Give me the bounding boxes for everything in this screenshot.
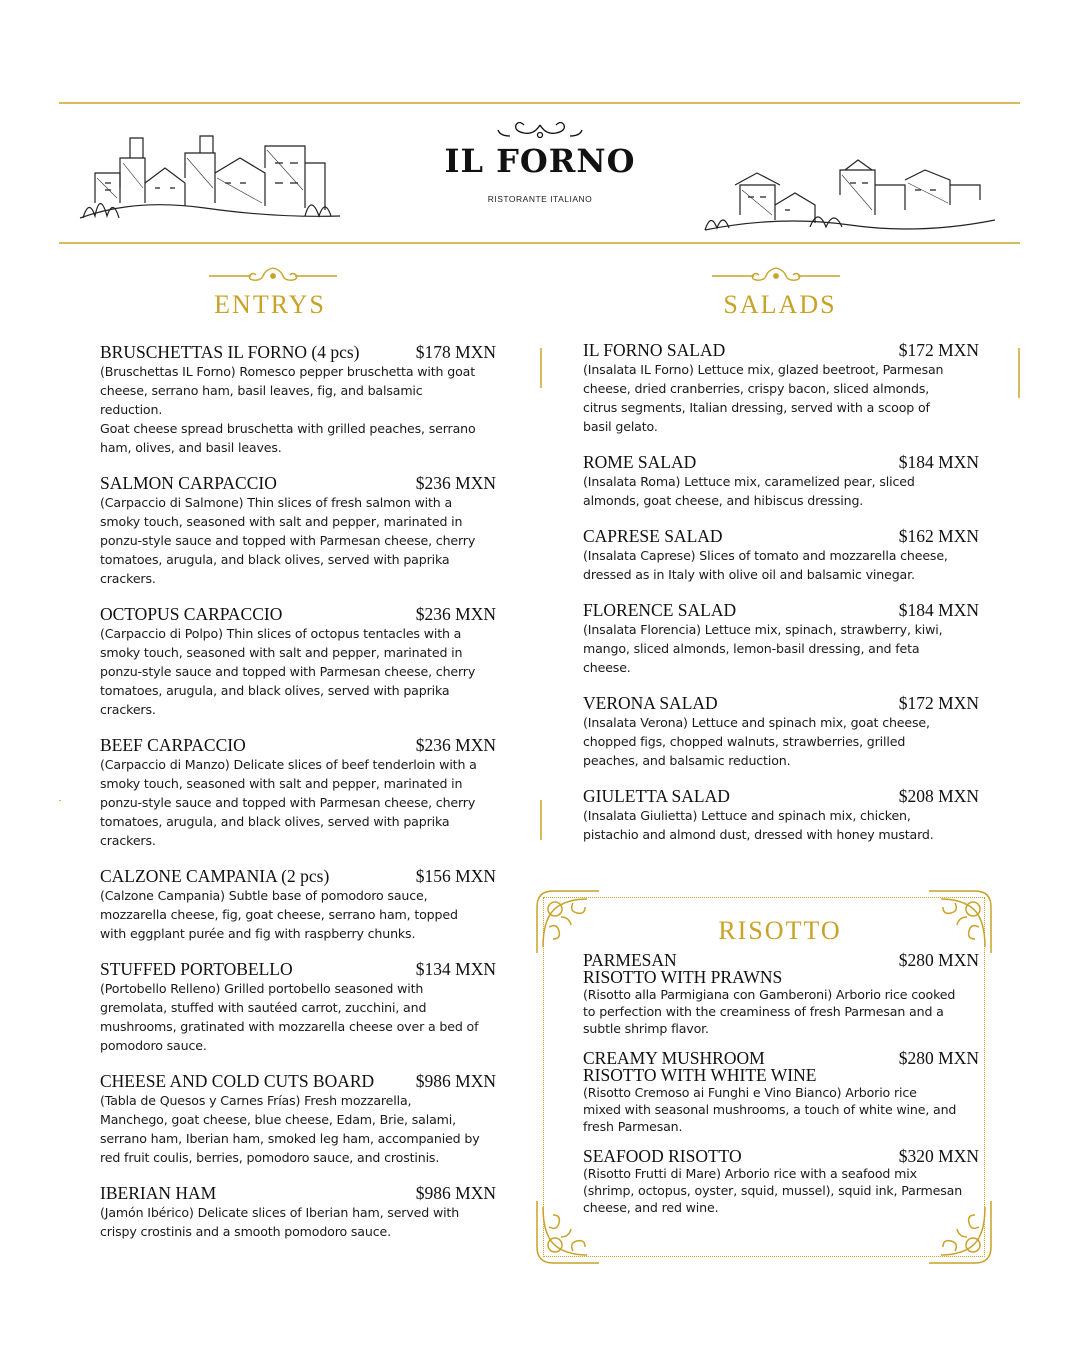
desc-line: peaches, and balsamic reduction. xyxy=(583,753,791,768)
item-price: $236 MXN xyxy=(415,735,496,755)
menu-item xyxy=(100,960,496,1055)
desc-line: mushrooms, gratinated with mozzarella cheese over a bed of xyxy=(100,1019,479,1034)
item-name xyxy=(583,1050,816,1084)
menu-item xyxy=(583,952,979,1037)
brand-logo xyxy=(420,122,660,204)
menu-item xyxy=(583,601,979,677)
item-price: $172 MXN xyxy=(898,693,979,713)
desc-line: subtle shrimp flavor. xyxy=(583,1021,709,1036)
entrys-right-divider xyxy=(540,348,542,388)
item-price: $162 MXN xyxy=(898,526,979,546)
item-description xyxy=(583,1084,979,1135)
desc-line: Goat cheese spread bruschetta with grilled peaches, serrano xyxy=(100,421,476,436)
section-title-salads: SALADS xyxy=(723,290,837,319)
item-description xyxy=(100,624,496,719)
desc-line: (Jamón Ibérico) Delicate slices of Iberian ham, served with xyxy=(100,1205,460,1220)
item-description xyxy=(583,986,979,1037)
item-price: $184 MXN xyxy=(898,600,979,620)
menu-item xyxy=(583,527,979,584)
desc-line: mixed with seasonal mushrooms, a touch of white wine, and xyxy=(583,1102,957,1117)
item-description xyxy=(100,886,496,943)
section-title-entrys: ENTRYS xyxy=(214,290,326,319)
ornament-entrys-icon xyxy=(205,265,341,283)
item-name: ROME SALAD xyxy=(583,452,697,472)
desc-line: crackers. xyxy=(100,702,156,717)
item-name xyxy=(583,952,782,986)
menu-item xyxy=(583,694,979,770)
item-name: BRUSCHETTAS IL FORNO (4 pcs) xyxy=(100,342,360,362)
item-price: $320 MXN xyxy=(898,1146,979,1166)
desc-line: serrano ham, Iberian ham, smoked leg ham, accompanied by xyxy=(100,1131,480,1146)
desc-line: cheese, serrano ham, basil leaves, fig, and balsamic xyxy=(100,383,423,398)
brand-subtitle: RISTORANTE ITALIANO xyxy=(487,194,593,204)
item-price: $986 MXN xyxy=(415,1071,496,1091)
menu-item xyxy=(100,1072,496,1167)
item-description xyxy=(100,755,496,850)
desc-line: mozzarella cheese, fig, goat cheese, serrano ham, topped xyxy=(100,907,458,922)
item-price: $236 MXN xyxy=(415,473,496,493)
item-name: CAPRESE SALAD xyxy=(583,526,723,546)
desc-line: (Carpaccio di Polpo) Thin slices of octopus tentacles with a xyxy=(100,626,462,641)
risotto-list xyxy=(583,952,979,1229)
item-name: FLORENCE SALAD xyxy=(583,600,737,620)
desc-line: mango, sliced almonds, lemon-basil dressing, and feta xyxy=(583,641,920,656)
desc-line: pistachio and almond dust, dressed with honey mustard. xyxy=(583,827,934,842)
flourish-top-icon xyxy=(490,122,590,142)
menu-item xyxy=(583,341,979,436)
item-description xyxy=(100,979,496,1055)
desc-line: ponzu-style sauce and topped with Parmesan cheese, cherry xyxy=(100,795,476,810)
item-name: STUFFED PORTOBELLO xyxy=(100,959,293,979)
section-title-risotto: RISOTTO xyxy=(718,916,842,945)
desc-line: (Insalata Florencia) Lettuce mix, spinach, strawberry, kiwi, xyxy=(583,622,943,637)
desc-line: (Risotto alla Parmigiana con Gamberoni) Arborio rice cooked xyxy=(583,987,956,1002)
item-name-line: SEAFOOD RISOTTO xyxy=(583,1146,742,1166)
menu-item xyxy=(100,474,496,588)
header-bottom-rule xyxy=(59,242,1020,244)
desc-line: (Risotto Cremoso ai Funghi e Vino Bianco) Arborio rice xyxy=(583,1085,917,1100)
item-price: $184 MXN xyxy=(898,452,979,472)
item-price: $208 MXN xyxy=(898,786,979,806)
item-price: $172 MXN xyxy=(898,340,979,360)
item-price: $236 MXN xyxy=(415,604,496,624)
ornament-salads-icon xyxy=(708,265,844,283)
item-name: CALZONE CAMPANIA (2 pcs) xyxy=(100,866,330,886)
menu-item xyxy=(583,1148,979,1216)
desc-line: red fruit coulis, berries, pomodoro sauce, and crostinis. xyxy=(100,1150,440,1165)
desc-line: citrus segments, Italian dressing, served with a scoop of xyxy=(583,400,930,415)
menu-item xyxy=(100,1184,496,1241)
desc-line: (Insalata Giulietta) Lettuce and spinach mix, chicken, xyxy=(583,808,911,823)
desc-line: (shrimp, octopus, oyster, squid, mussel), squid ink, Parmesan xyxy=(583,1183,963,1198)
desc-line: (Calzone Campania) Subtle base of pomodoro sauce, xyxy=(100,888,428,903)
header-top-rule xyxy=(59,102,1020,104)
desc-line: (Insalata Caprese) Slices of tomato and mozzarella cheese, xyxy=(583,548,948,563)
desc-line: to perfection with the creaminess of fresh Parmesan and a xyxy=(583,1004,944,1019)
desc-line: smoky touch, seasoned with salt and pepper, marinated in xyxy=(100,776,463,791)
desc-line: dressed as in Italy with olive oil and balsamic vinegar. xyxy=(583,567,915,582)
item-description xyxy=(100,1203,496,1241)
desc-line: smoky touch, seasoned with salt and pepper, marinated in xyxy=(100,645,463,660)
desc-line: cheese, and red wine. xyxy=(583,1200,719,1215)
desc-line: tomatoes, arugula, and black olives, served with paprika xyxy=(100,814,450,829)
item-name: OCTOPUS CARPACCIO xyxy=(100,604,283,624)
item-description xyxy=(583,546,979,584)
desc-line: (Insalata Roma) Lettuce mix, caramelized pear, sliced xyxy=(583,474,915,489)
corner-flourish-top-left-icon xyxy=(533,887,603,957)
item-description xyxy=(583,806,979,844)
desc-line: basil gelato. xyxy=(583,419,658,434)
item-name: VERONA SALAD xyxy=(583,693,718,713)
desc-line: (Insalata Verona) Lettuce and spinach mix, goat cheese, xyxy=(583,715,930,730)
item-description xyxy=(583,713,979,770)
corner-flourish-top-right-icon xyxy=(925,887,995,957)
salads-left-divider xyxy=(540,800,542,840)
desc-line: reduction. xyxy=(100,402,163,417)
item-name: CHEESE AND COLD CUTS BOARD xyxy=(100,1071,375,1091)
desc-line: (Carpaccio di Salmone) Thin slices of fresh salmon with a xyxy=(100,495,453,510)
menu-item xyxy=(583,453,979,510)
item-name: BEEF CARPACCIO xyxy=(100,735,246,755)
item-price: $986 MXN xyxy=(415,1183,496,1203)
desc-line: cheese. xyxy=(583,660,631,675)
menu-item xyxy=(100,867,496,943)
desc-line: (Portobello Relleno) Grilled portobello seasoned with xyxy=(100,981,424,996)
desc-line: ham, olives, and basil leaves. xyxy=(100,440,282,455)
desc-line: fresh Parmesan. xyxy=(583,1119,683,1134)
menu-item xyxy=(100,736,496,850)
item-price: $280 MXN xyxy=(898,1048,979,1068)
desc-line: crackers. xyxy=(100,833,156,848)
item-name xyxy=(583,1148,742,1165)
desc-line: (Bruschettas IL Forno) Romesco pepper bruschetta with goat xyxy=(100,364,475,379)
item-description xyxy=(100,1091,496,1167)
entrys-left-divider xyxy=(59,800,61,801)
desc-line: (Insalata IL Forno) Lettuce mix, glazed beetroot, Parmesan xyxy=(583,362,944,377)
item-price: $280 MXN xyxy=(898,950,979,970)
salads-right-divider xyxy=(1018,348,1020,398)
village-sketch-right-icon xyxy=(700,155,1000,235)
item-name: IL FORNO SALAD xyxy=(583,340,726,360)
item-description xyxy=(583,472,979,510)
menu-item xyxy=(100,605,496,719)
desc-line: gremolata, stuffed with sautéed carrot, zucchini, and xyxy=(100,1000,427,1015)
desc-line: with eggplant purée and fig with raspberry chunks. xyxy=(100,926,416,941)
desc-line: tomatoes, arugula, and black olives, served with paprika xyxy=(100,552,450,567)
desc-line: Manchego, goat cheese, blue cheese, Edam, Brie, salami, xyxy=(100,1112,456,1127)
entrys-list xyxy=(100,343,496,1258)
menu-item xyxy=(100,343,496,457)
menu-item xyxy=(583,1050,979,1135)
item-price: $134 MXN xyxy=(415,959,496,979)
item-description xyxy=(100,362,496,457)
item-description xyxy=(583,1165,979,1216)
item-name-line: RISOTTO WITH WHITE WINE xyxy=(583,1065,817,1085)
brand-name: IL FORNO xyxy=(444,142,636,180)
item-price: $156 MXN xyxy=(415,866,496,886)
salads-list xyxy=(583,341,979,861)
village-sketch-left-icon xyxy=(75,128,345,228)
desc-line: ponzu-style sauce and topped with Parmesan cheese, cherry xyxy=(100,533,476,548)
desc-line: crackers. xyxy=(100,571,156,586)
item-price: $178 MXN xyxy=(415,342,496,362)
item-description xyxy=(100,493,496,588)
desc-line: chopped figs, chopped walnuts, strawberries, grilled xyxy=(583,734,906,749)
desc-line: (Carpaccio di Manzo) Delicate slices of beef tenderloin with a xyxy=(100,757,477,772)
desc-line: tomatoes, arugula, and black olives, served with paprika xyxy=(100,683,450,698)
desc-line: crispy crostinis and a smooth pomodoro sauce. xyxy=(100,1224,391,1239)
item-name: GIULETTA SALAD xyxy=(583,786,730,806)
desc-line: (Tabla de Quesos y Carnes Frías) Fresh mozzarella, xyxy=(100,1093,412,1108)
menu-item xyxy=(583,787,979,844)
item-description xyxy=(583,620,979,677)
item-description xyxy=(583,360,979,436)
item-name-line: CREAMY MUSHROOM xyxy=(583,1048,765,1068)
desc-line: (Risotto Frutti di Mare) Arborio rice with a seafood mix xyxy=(583,1166,917,1181)
item-name: IBERIAN HAM xyxy=(100,1183,217,1203)
desc-line: smoky touch, seasoned with salt and pepper, marinated in xyxy=(100,514,463,529)
desc-line: cheese, dried cranberries, crispy bacon, sliced almonds, xyxy=(583,381,930,396)
item-name-line: PARMESAN xyxy=(583,950,677,970)
desc-line: pomodoro sauce. xyxy=(100,1038,207,1053)
item-name: SALMON CARPACCIO xyxy=(100,473,277,493)
desc-line: ponzu-style sauce and topped with Parmesan cheese, cherry xyxy=(100,664,476,679)
desc-line: almonds, goat cheese, and hibiscus dressing. xyxy=(583,493,864,508)
item-name-line: RISOTTO WITH PRAWNS xyxy=(583,967,783,987)
